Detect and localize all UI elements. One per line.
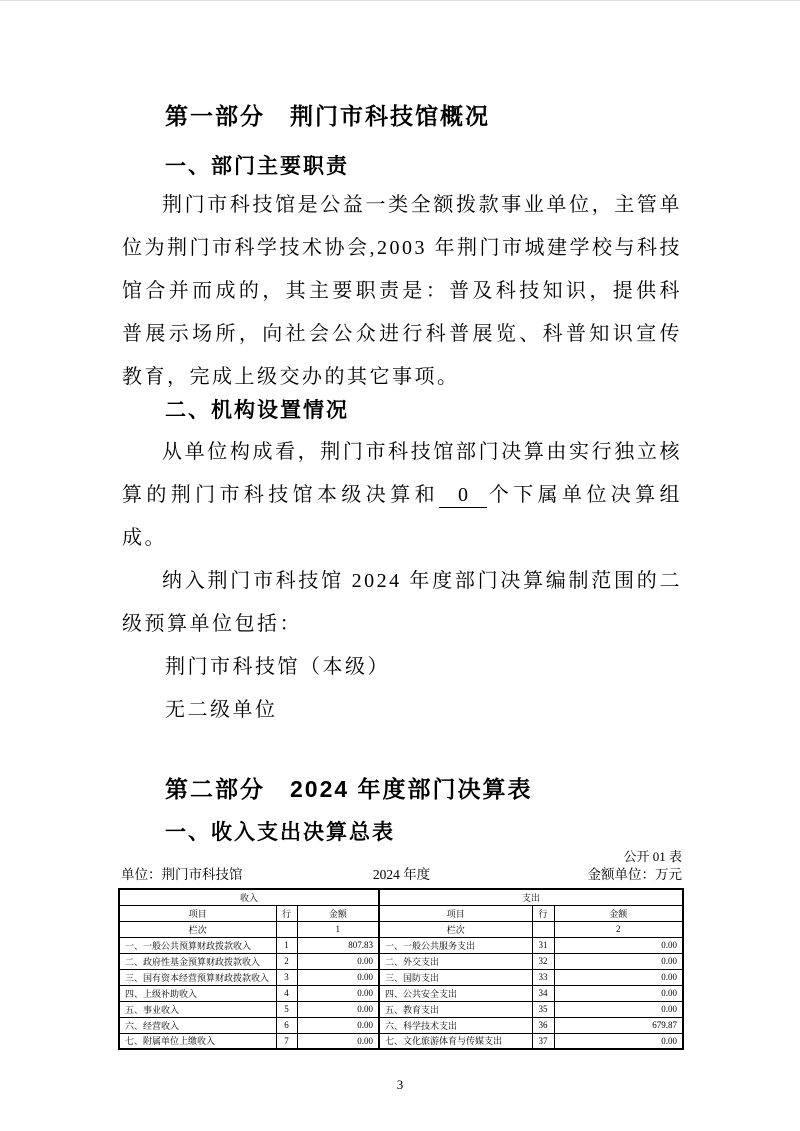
table-column-header-row	[119, 905, 683, 921]
expense-amount: 679.87	[554, 1017, 683, 1033]
expense-lanci-line-blank	[532, 921, 554, 937]
expense-amount: 0.00	[554, 937, 683, 953]
table-row	[119, 1033, 683, 1049]
expense-item: 七、文化旅游体育与传媒支出	[379, 1033, 532, 1049]
expense-amount: 0.00	[554, 1033, 683, 1049]
table-lanci-row	[119, 921, 683, 937]
expense-amount: 0.00	[554, 985, 683, 1001]
income-line-no: 2	[276, 953, 297, 969]
expense-lanci-label: 栏次	[379, 921, 532, 937]
expense-line-no: 31	[532, 937, 554, 953]
income-amount: 0.00	[297, 1001, 379, 1017]
expense-item-col-header: 项目	[379, 905, 532, 921]
income-line-col-header: 行	[276, 905, 297, 921]
included-unit-line2: 无二级单位	[165, 699, 278, 721]
expense-amount: 0.00	[554, 969, 683, 985]
part2-section1-heading: 一、收入支出决算总表	[165, 821, 395, 844]
page-content	[118, 1, 682, 1093]
income-item: 五、事业收入	[119, 1001, 276, 1017]
part1-section1-heading: 一、部门主要职责	[165, 155, 349, 178]
income-lanci-label: 栏次	[119, 921, 276, 937]
expense-item: 六、科学技术支出	[379, 1017, 532, 1033]
income-group-header: 收入	[119, 889, 379, 905]
org-paragraph-after-blank: 个下属单位决算组成。	[122, 484, 683, 549]
table-meta-unit: 单位：荆门市科技馆	[121, 867, 243, 882]
income-line-no: 1	[276, 937, 297, 953]
table-meta-period: 2024 年度	[372, 867, 431, 882]
expense-group-header: 支出	[379, 889, 683, 905]
income-amount: 0.00	[297, 1033, 379, 1049]
expense-lanci-col-number: 2	[554, 921, 683, 937]
expense-line-no: 32	[532, 953, 554, 969]
income-item-col-header: 项目	[119, 905, 276, 921]
org-paragraph-before-blank: 从单位构成看，荆门市科技馆部门决算由实行独立核算的荆门市科技馆本级决算和	[122, 441, 682, 506]
income-item: 二、政府性基金预算财政拨款收入	[119, 953, 276, 969]
table-meta-amount-unit: 金额单位：万元	[587, 867, 682, 882]
expense-item: 四、公共安全支出	[379, 985, 532, 1001]
income-line-no: 4	[276, 985, 297, 1001]
expense-item: 三、国防支出	[379, 969, 532, 985]
table-row	[119, 985, 683, 1001]
budget-scope-paragraph: 纳入荆门市科技馆 2024 年度部门决算编制范围的二级预算单位包括：	[122, 570, 682, 635]
expense-amount: 0.00	[554, 1001, 683, 1017]
expense-item: 五、教育支出	[379, 1001, 532, 1017]
income-line-no: 3	[276, 969, 297, 985]
part1-section2-heading: 二、机构设置情况	[165, 399, 349, 422]
expense-item: 二、外交支出	[379, 953, 532, 969]
public-table-number: 公开 01 表	[623, 849, 682, 864]
expense-line-no: 33	[532, 969, 554, 985]
income-amount: 807.83	[297, 937, 379, 953]
expense-line-no: 36	[532, 1017, 554, 1033]
income-lanci-line-blank	[276, 921, 297, 937]
expense-line-no: 37	[532, 1033, 554, 1049]
table-row	[119, 953, 683, 969]
income-line-no: 6	[276, 1017, 297, 1033]
income-amount: 0.00	[297, 953, 379, 969]
income-item: 六、经营收入	[119, 1017, 276, 1033]
income-amount: 0.00	[297, 969, 379, 985]
income-amount: 0.00	[297, 1017, 379, 1033]
table-group-header-row	[119, 889, 683, 905]
part2-title: 第二部分 2024 年度部门决算表	[165, 776, 533, 802]
expense-amount-col-header: 金额	[554, 905, 683, 921]
income-amount: 0.00	[297, 985, 379, 1001]
expense-line-no: 35	[532, 1001, 554, 1017]
income-item: 七、附属单位上缴收入	[119, 1033, 276, 1049]
page-number: 3	[396, 1077, 404, 1092]
org-composition-paragraph	[122, 431, 682, 560]
income-line-no: 5	[276, 1001, 297, 1017]
income-item: 一、一般公共预算财政拨款收入	[119, 937, 276, 953]
income-amount-col-header: 金额	[297, 905, 379, 921]
table-row	[119, 969, 683, 985]
table-row	[119, 1001, 683, 1017]
expense-line-no: 34	[532, 985, 554, 1001]
income-item: 四、上级补助收入	[119, 985, 276, 1001]
table-row	[119, 937, 683, 953]
expense-amount: 0.00	[554, 953, 683, 969]
table-meta-row	[118, 866, 682, 884]
expense-item: 一、一般公共服务支出	[379, 937, 532, 953]
income-item: 三、国有资本经营预算财政拨款收入	[119, 969, 276, 985]
expense-line-col-header: 行	[532, 905, 554, 921]
income-lanci-col-number: 1	[297, 921, 379, 937]
income-expense-summary-table	[118, 888, 684, 1050]
part1-title: 第一部分 荆门市科技馆概况	[165, 103, 490, 129]
income-line-no: 7	[276, 1033, 297, 1049]
table-row	[119, 1017, 683, 1033]
part1-section1-paragraph: 荆门市科技馆是公益一类全额拨款事业单位，主管单位为荆门市科学技术协会,2003 年荆门市城建学校与科技馆合并而成的，其主要职责是：普及科技知识，提供科普展示场所，向社会公众进行科普展览、科普知识宣传教育，完成上级交办的其它事项。	[122, 194, 682, 388]
included-unit-line1: 荆门市科技馆（本级）	[165, 656, 390, 678]
subordinate-count-blank: 0	[439, 483, 487, 508]
